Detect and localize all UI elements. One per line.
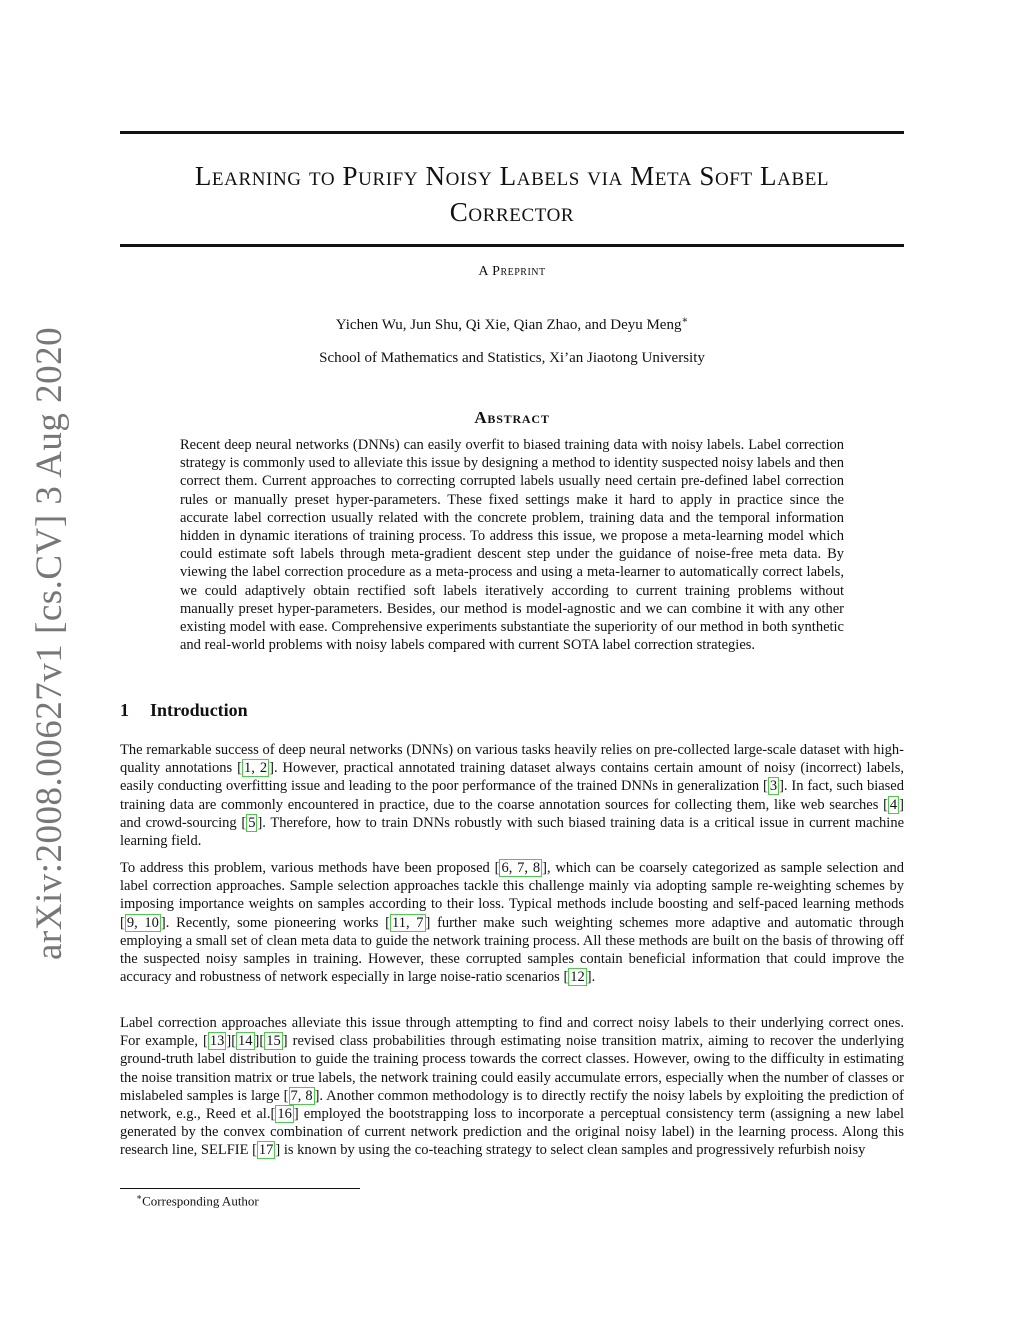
- paper-title-line-1: Learning to Purify Noisy Labels via Meta Soft Label: [194, 161, 830, 191]
- section-number: 1: [120, 700, 129, 720]
- citation-link[interactable]: 13: [209, 1033, 225, 1050]
- text-run: The remarkable success of deep neural networks (DNNs) on various tasks heavily relies on pre-collected large-scale dataset with high-quality annotations: [120, 742, 904, 777]
- citation-link[interactable]: 5: [248, 814, 256, 831]
- citation-link[interactable]: 3: [769, 778, 778, 795]
- title-top-rule: [120, 131, 904, 134]
- text-run: . Another common methodology is to directly rectify the noisy labels by exploiting the prediction of network, e.g., Reed et al.: [120, 1087, 904, 1123]
- text-run: and crowd-sourcing: [120, 814, 242, 831]
- footnote-rule: [120, 1188, 360, 1189]
- text-run: Label correction approaches alleviate this issue through attempting to find and correct noisy labels to their underlying correct ones. For example,: [120, 1015, 904, 1050]
- affiliation: School of Mathematics and Statistics, Xi’an Jiaotong University: [319, 350, 705, 366]
- intro-paragraph-1: The remarkable success of deep neural networks (DNNs) on various tasks heavily relies on pre-collected large-scale dataset with high-quality annotations [ 1, 2 ]. However, practical annotated training dataset always contains certain amount of noisy (incorrect) labels, easily conducting overfitting issue and leading to the poor performance of the trained DNNs in generalization [ 3 ]. In fact, such biased training data are commonly encountered in practice, due to the coarse annotation sources for collecting them, like web searches [ 4 ] and crowd-sourcing [ 5 ]. Therefore, how to train DNNs robustly with such biased training data is a critical issue in current machine learning field.: [120, 742, 905, 850]
- intro-paragraph-3: Label correction approaches alleviate this issue through attempting to find and correct noisy labels to their underlying correct ones. For example, [ 13 ][ 14 ][ 15 ] revised class probabilities through estimating noise transition matrix, aiming to recover the underlying ground-truth label distribution to guide the training process towards the correct classes. However, owing to the difficulty in estimating the noise transition matrix or true labels, the network training could easily accumulate errors, especially when the number of classes or mislabeled samples is large [ 7, 8 ]. Another common methodology is to directly rectify the noisy labels by exploiting the prediction of network, e.g., Reed et al.[ 16 ] employed the bootstrapping loss to incorporate a perceptual consistency term (assigning a new label generated by the convex combination of current network prediction and the original noisy label) in the learning process. Along this research line, SELFIE [ 17 ] is known by using the co-teaching strategy to select clean samples and progressively refurbish noisy: [120, 1015, 905, 1159]
- citation-link[interactable]: 4: [889, 796, 898, 813]
- text-run: To address this problem, various methods have been proposed: [120, 860, 495, 876]
- paper-title: [120, 158, 904, 230]
- arxiv-identifier: arXiv:2008.00627v1 [cs.CV] 3 Aug 2020: [29, 326, 70, 960]
- paper-title-line-2: Corrector: [449, 197, 575, 227]
- text-run: . Recently, some pioneering works: [165, 914, 386, 931]
- title-bottom-rule: [120, 244, 904, 247]
- preprint-label: A Preprint: [478, 264, 546, 279]
- abstract-text: Recent deep neural networks (DNNs) can easily overfit to biased training data with noisy labels. Label correction strategy is commonly used to alleviate this issue by designing a method to identity suspected noisy labels and then correct them. Current approaches to correcting corrupted labels usually need certain pre-defined label correction rules or manually preset hyper-parameters. These fixed settings make it hard to apply in practice since the accurate label correction usually related with the concrete problem, training data and the temporal information hidden in dynamic iterations of training process. To address this issue, we propose a meta-learning model which could estimate soft labels through meta-gradient descent step under the guidance of noise-free meta data. By viewing the label correction procedure as a meta-process and using a meta-learner to automatically correct labels, we could adaptively obtain rectified soft labels iteratively according to current training problems without manually preset hyper-parameters. Besides, our method is model-agnostic and we can combine it with any other existing model with ease. Comprehensive experiments substantiate the superiority of our method in both synthetic and real-world problems with noisy labels compared with current SOTA label correction strategies.: [180, 437, 844, 654]
- text-run: . Therefore, how to train DNNs robustly with such biased training data is a critical issue in current machine learning field.: [120, 814, 904, 850]
- text-run: .: [591, 969, 596, 986]
- section-heading-introduction: [120, 700, 248, 721]
- footnote-text: Corresponding Author: [142, 1193, 259, 1209]
- citation-link[interactable]: 14: [238, 1033, 253, 1050]
- text-run: revised class probabilities through estimating noise transition matrix, aiming to recover the underlying ground-truth label distribution to guide the training process towards the correct classes. However, owing to the difficulty in estimating the noise transition matrix or true labels, the network training could easily accumulate errors, especially when the number of classes or mislabeled samples is large: [120, 1033, 904, 1104]
- abstract-heading: Abstract: [474, 408, 550, 427]
- text-run: further make such weighting schemes more adaptive and automatic through employing a small set of clean meta data to guide the network training process. All these methods are built on the basis of throwing off the suspected noisy samples in training. However, these corrupted samples contain beneficial information that could improve the accuracy and robustness of network especially in large noise-ratio scenarios: [120, 914, 905, 986]
- citation-link[interactable]: 16: [277, 1106, 292, 1123]
- footnote-mark: ∗: [136, 1192, 143, 1202]
- citation-link[interactable]: 15: [266, 1033, 281, 1050]
- citation-link[interactable]: 7, 8: [290, 1087, 313, 1104]
- author-list: [120, 315, 904, 334]
- text-run: . However, practical annotated training dataset always contains certain amount of noisy (incorrect) labels, easily conducting overfitting issue and leading to the poor performance of the trained DNNs in generalization: [120, 760, 905, 795]
- citation-link[interactable]: 6, 7, 8: [501, 860, 541, 876]
- citation-link[interactable]: 9, 10: [126, 914, 159, 931]
- text-run: employed the bootstrapping loss to incorporate a perceptual consistency term (assigning a new label generated by the convex combination of current network prediction and the original noisy label) in the learning process. Along this research line, SELFIE: [120, 1106, 905, 1159]
- text-run: is known by using the co-teaching strategy to select clean samples and progressively refurbish noisy: [280, 1142, 866, 1159]
- footnote: [136, 1192, 259, 1209]
- citation-link[interactable]: 11, 7: [392, 914, 424, 931]
- citation-link[interactable]: 17: [258, 1142, 274, 1159]
- author-footnote-mark: ∗: [681, 315, 689, 326]
- intro-paragraph-2: To address this problem, various methods have been proposed [ 6, 7, 8 ], which can be coarsely categorized as sample selection and label correction approaches. Sample selection approaches tackle this challenge mainly via adopting sample re-weighting schemes by imposing importance weights on samples according to their loss. Typical methods include boosting and self-paced learning methods [ 9, 10 ]. Recently, some pioneering works [ 11, 7 ] further make such weighting schemes more adaptive and automatic through employing a small set of clean meta data to guide the network training process. All these methods are built on the basis of throwing off the suspected noisy samples in training. However, these corrupted samples contain beneficial information that could improve the accuracy and robustness of network especially in large noise-ratio scenarios [ 12 ].: [120, 860, 905, 986]
- section-title: Introduction: [150, 700, 248, 720]
- author-names: Yichen Wu, Jun Shu, Qi Xie, Qian Zhao, and Deyu Meng: [335, 317, 682, 333]
- citation-link[interactable]: 12: [570, 969, 585, 986]
- citation-link[interactable]: 1, 2: [243, 760, 268, 777]
- text-run: , which can be coarsely categorized as sample selection and label correction approaches. Sample selection approaches tackle this challenge mainly via adopting sample re-weighting schemes by imposing importance weights on samples according to their loss. Typical methods include boosting and self-paced learning methods: [120, 860, 904, 913]
- text-run: . In fact, such biased training data are commonly encountered in practice, due to the coarse annotation sources for collecting them, like web searches: [120, 778, 904, 813]
